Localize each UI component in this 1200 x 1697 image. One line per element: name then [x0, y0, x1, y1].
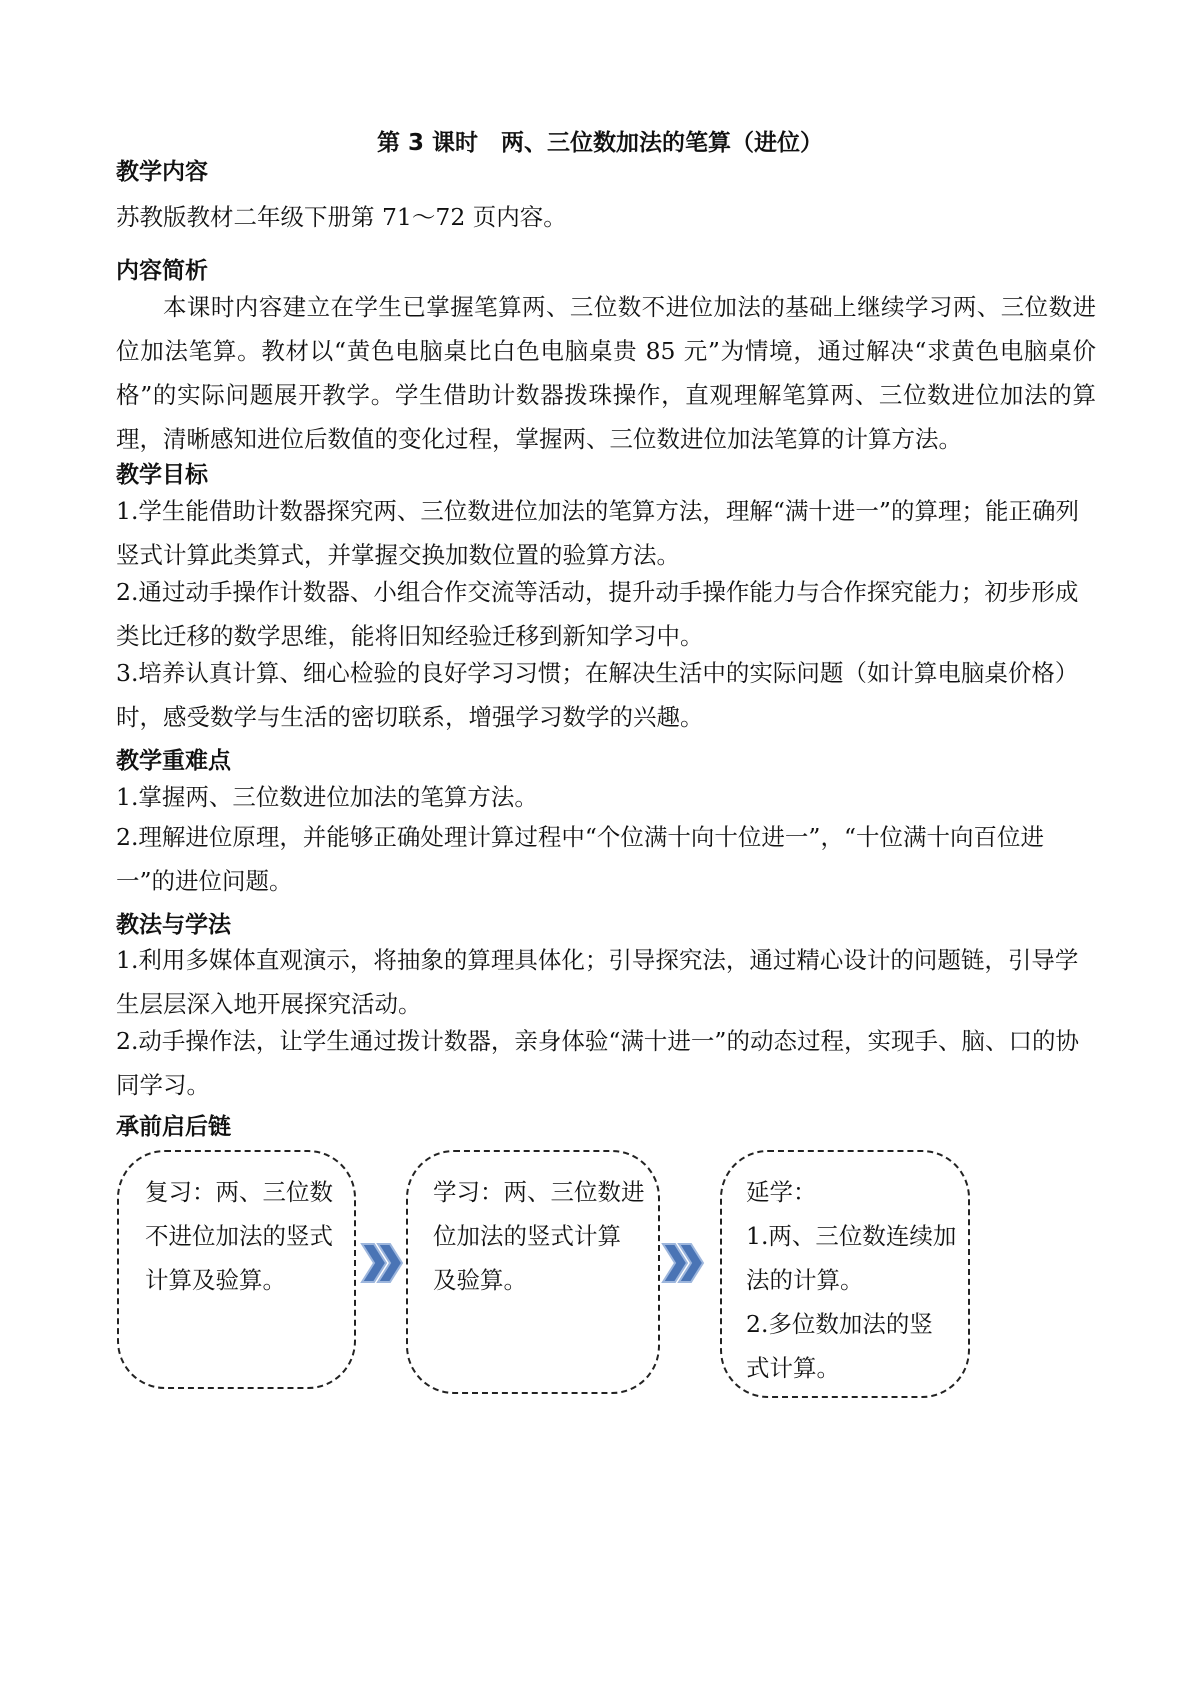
double-chevron-right-icon	[659, 1240, 705, 1286]
analysis-paragraph: 本课时内容建立在学生已掌握笔算两、三位数不进位加法的基础上继续学习两、三位数进位加法笔算。教材以“黄色电脑桌比白色电脑桌贵 85 元”为情境，通过解决“求黄色电脑桌价格”的实际问题展开教学。学生借助计数器拨珠操作，直观理解笔算两、三位数进位加法的算理，清晰感知进位后数值的变化过程，掌握两、三位数进位加法笔算的计算方法。	[116, 293, 1096, 453]
chain-box-extend-line: 法的计算。	[746, 1266, 864, 1294]
goal-item-1: 1.学生能借助计数器探究两、三位数进位加法的笔算方法，理解“满十进一”的算理；能正确列竖式计算此类算式，并掌握交换加数位置的验算方法。	[116, 497, 1079, 569]
chain-box-learn-text	[433, 1170, 645, 1302]
heading-keypoints: 教学重难点	[116, 748, 231, 774]
goal-item-3: 3.培养认真计算、细心检验的良好学习习惯；在解决生活中的实际问题（如计算电脑桌价格）时，感受数学与生活的密切联系，增强学习数学的兴趣。	[116, 659, 1079, 731]
method-item-2: 2.动手操作法，让学生通过拨计数器，亲身体验“满十进一”的动态过程，实现手、脑、口的协同学习。	[116, 1027, 1079, 1099]
chain-box-review-line: 计算及验算。	[145, 1266, 286, 1294]
chain-box-learn-line: 及验算。	[433, 1266, 527, 1294]
method-item-1: 1.利用多媒体直观演示，将抽象的算理具体化；引导探究法，通过精心设计的问题链，引导学生层层深入地开展探究活动。	[116, 946, 1079, 1018]
chain-box-extend-line: 1.两、三位数连续加	[746, 1222, 957, 1250]
chain-box-extend-text	[746, 1170, 956, 1390]
heading-analysis: 内容简析	[116, 258, 208, 284]
chain-box-extend-line: 2.多位数加法的竖	[746, 1310, 933, 1338]
heading-chain: 承前启后链	[116, 1114, 231, 1140]
keypoint-item-1: 1.掌握两、三位数进位加法的笔算方法。	[116, 783, 538, 811]
chain-box-review-line: 不进位加法的竖式	[145, 1222, 333, 1250]
heading-methods: 教法与学法	[116, 912, 231, 938]
heading-content: 教学内容	[116, 159, 208, 185]
double-chevron-right-icon	[358, 1240, 404, 1286]
chain-box-extend-line: 延学：	[746, 1178, 817, 1206]
goal-item-2: 2.通过动手操作计数器、小组合作交流等活动，提升动手操作能力与合作探究能力；初步形成类比迁移的数学思维，能将旧知经验迁移到新知学习中。	[116, 578, 1079, 650]
chain-box-learn-line: 位加法的竖式计算	[433, 1222, 621, 1250]
chain-box-review-line: 复习：两、三位数	[145, 1178, 333, 1206]
chain-box-extend-line: 式计算。	[746, 1354, 840, 1382]
content-text: 苏教版教材二年级下册第 71～72 页内容。	[116, 203, 567, 231]
heading-goals: 教学目标	[116, 462, 208, 488]
chain-box-review-text	[145, 1170, 333, 1302]
keypoint-item-2: 2.理解进位原理，并能够正确处理计算过程中“个位满十向十位进一”，“十位满十向百位进一”的进位问题。	[116, 823, 1044, 895]
chain-box-learn-line: 学习：两、三位数进	[433, 1178, 645, 1206]
page-title: 第 3 课时 两、三位数加法的笔算（进位）	[376, 130, 824, 156]
